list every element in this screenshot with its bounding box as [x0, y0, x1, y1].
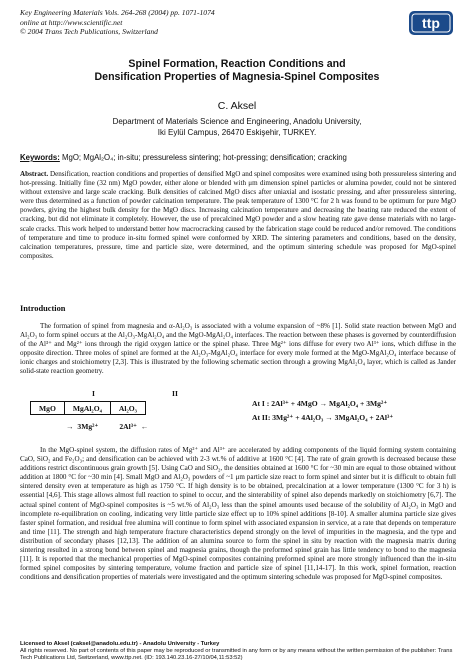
reaction-1: At I : 2Al³⁺ + 4MgO → MgAl₂O₄ + 3Mg²⁺: [252, 399, 388, 408]
keywords: [20, 153, 456, 163]
journal-line: Key Engineering Materials Vols. 264-268 (2004) pp. 1071-1074: [20, 8, 215, 17]
layer-mgo: MgO: [31, 402, 65, 415]
jander-schematic: [26, 389, 236, 441]
license-line: Licensed to Aksel (caksel@anadolu.edu.tr) - Anadolu University - Turkey: [20, 641, 220, 647]
keywords-text: MgO; MgAl₂O₄; in-situ; pressureless sintering; hot-pressing; densification; cracking: [59, 153, 347, 162]
keywords-label: Keywords:: [20, 153, 60, 162]
intro-paragraph-1: The formation of spinel from magnesia and α-Al₂O₃ is associated with a volume expansion of ~8% [1]. Solid state reaction between MgO and Al₂O₃ to form spinel occurs at the Al₂O₃-MgAl₂O₄ and the MgO-MgAl₂O₄ interfaces. The reaction between these phases is governed by counterdiffusion of the Al³⁺ and Mg²⁺ ions through the rigid oxygen lattice or the spinel phase. Three Mg²⁺ ions diffuse for every two Al³⁺ ions, which diffuse in the opposite direction. Three moles of spinel are formed at the Al₂O₃-MgAl₂O₄ interface for every mole formed at the MgO-MgAl₂O₄ interface because of ionic charges and stoichiometry [2,3]. This is illustrated by the following schematic section through a growing MgAl₂O₄ layer, which is called as Jander solid-state reaction geometry.: [20, 322, 456, 376]
online-line: online at http://www.scientific.net: [20, 17, 123, 27]
author: C. Aksel: [217, 100, 257, 112]
phase-layers: [30, 401, 146, 415]
license-footer: [20, 641, 460, 662]
abstract-label: Abstract.: [20, 170, 49, 178]
abstract: [20, 170, 456, 261]
affiliation-line-2: Iki Eylül Campus, 26470 Eskişehir, TURKEY.: [157, 128, 317, 137]
interface-label-i: I: [92, 389, 95, 398]
layer-alumina: Al₂O₃: [110, 402, 145, 415]
copyright-line: © 2004 Trans Tech Publications, Switzerland: [20, 27, 158, 37]
rights-notice: All rights reserved. No part of contents of this paper may be reproduced or transmitted in any form or by any means without the written permission of the publisher: Trans Tech Publications Ltd, Switzerland, www.ttp.net. (ID: 193.140.23.16-27/10/04,11:53:52): [20, 648, 453, 661]
intro-paragraph-2: In the MgO-spinel system, the diffusion rates of Mg²⁺ and Al³⁺ are accelerated by adding components of the liquid forming system containing CaO, SiO₂ and Fe₂O₃; and densification can be achieved with 2-3 wt.% of additive at 1600 °C [4]. The rate of grain growth is decreased because these additions restrict discontinuous grain growth [5]. Using CaO and SiO₂, the densities obtained at 1600 °C for ~30 min are equal to those obtained without addition at 1800 °C for ~30 min [4]. Small MgO and Al₂O₃ powders of ~1 μm particle size react to form spinel and sinter but it is difficult to obtain full sintered density even at temperature as high as 1750 °C. If high density is to be obtained, precalcination at a lower temperature (1300 °C for 3 h) is essential [4,6]. This stage allows almost full reaction to spinel to occur, and the sinterability of spinel also depends markedly on stoichiometry [6,7]. The actual spinel content of MgO-spinel composites is ~5 wt.% of Al₂O₃ less than the spinel amounts used because of the solubility of Al₂O₃ in MgO and incomplete re-equilibration on cooling, indicating very little particle size effect up to 10% spinel additions [8-10]. A smaller alumina particle size gives faster spinel formation, and residual free alumina will continue to form spinel with associated expansion in service, at a rate that depends on temperature and time [11]. The strength and high temperature fracture characteristics depend strongly on the level of impurities in the magnesia, and the type and distribution of secondary phases [12,13]. The addition of an alumina source to form the spinel in situ by reaction with the magnesia matrix during sintering resulted in a strong bond between spinel and magnesia grains, though the preformed spinel grain has little tendency to bond to the magnesia [11]. It is reported that the mechanical properties of MgO-spinel composites containing preformed spinel are more strongly influenced than the in-situ formed spinel composites by sintering temperature, volume fraction and particle size of spinel [11,14-17]. In this work, spinel formation, reaction conditions and densification properties of materials were investigated and the optimum sintering schedule was proposed for MgO-spinel composites.: [20, 446, 456, 582]
title-line-1: Spinel Formation, Reaction Conditions and: [128, 58, 346, 70]
layer-spinel: MgAl₂O₄: [64, 402, 110, 415]
publication-info: [20, 8, 215, 37]
abstract-text: Densification, reaction conditions and properties of densified MgO and spinel composites were examined using both pressureless sintering and hot-pressing. Initially fine (32 nm) MgO powder, either alone or blended with μm dimension spinel particles or alumina powder, could not be sintered without extensive and large scale cracking. Bulk densities of calcined MgO discs after uniaxial and isostatic pressing, and after pressureless sintering, were thus determined as a function of powder calcination temperature. The peak temperature of 1300 °C for 2 h was found to be optimum for pure MgO powders, giving the highest bulk density for the MgO discs. Increasing calcination temperature and decreasing the heating rate reduced the extent of cracking, but did not eliminate it completely. However, the use of precalcined MgO powder and a slow heating rate gave dense materials with no large-scale cracks. This work helped to understand better how macrocracking caused by the fabrication stage could be reduced and/or removed. The conditions of temperature and time to produce in-situ formed spinel were conformed by XRD. The sintering parameters and conditions, based on the density, calcination temperatures, pressure, time and particle size, were determined, and the optimum sintering schedule was proposed for MgO-spinel composites.: [20, 170, 456, 260]
affiliation-line-1: Department of Materials Science and Engineering, Anadolu University,: [112, 117, 362, 126]
title-line-2: Densification Properties of Magnesia-Spinel Composites: [94, 71, 380, 83]
interface-label-ii: II: [172, 389, 178, 398]
ion-flux-arrows: → 3Mg²⁺ 2Al³⁺ ←: [66, 422, 149, 431]
publisher-logo-icon: [408, 10, 454, 36]
introduction-heading: Introduction: [20, 304, 66, 313]
reaction-2: At II: 3Mg²⁺ + 4Al₂O₃ → 3MgAl₂O₄ + 2Al³⁺: [252, 413, 394, 422]
logo-text: ttp: [422, 15, 440, 31]
